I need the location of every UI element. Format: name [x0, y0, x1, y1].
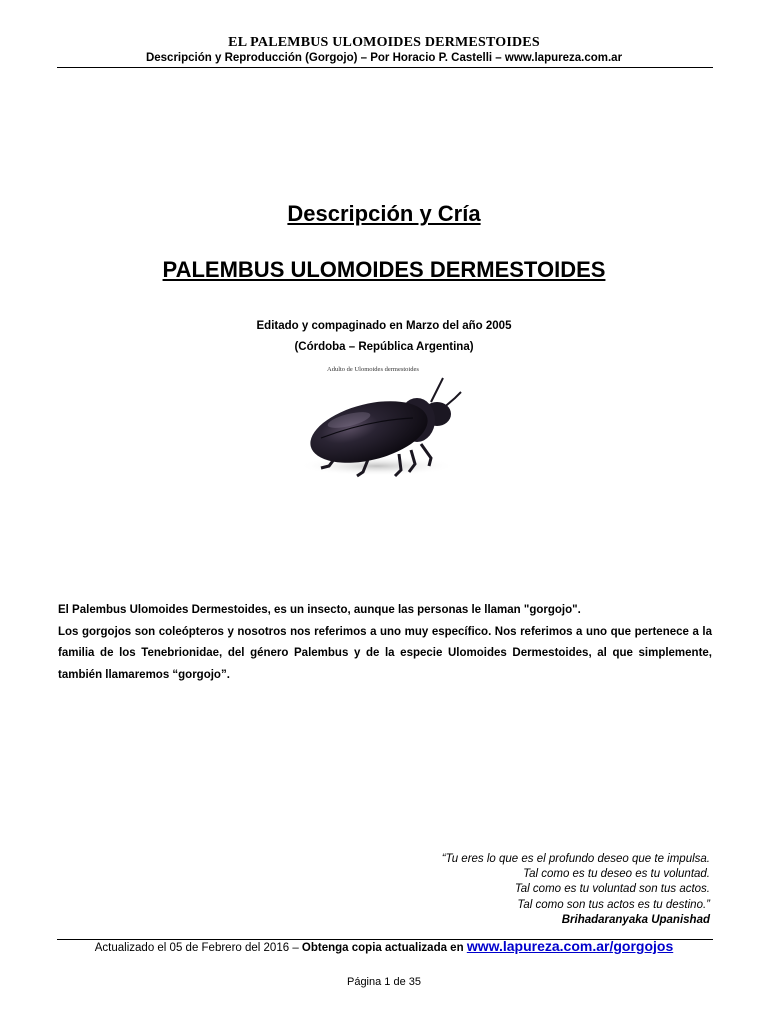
- figure-caption: Adulto de Ulomoides dermestoides: [327, 366, 419, 373]
- header-divider: [57, 67, 713, 68]
- location-note: (Córdoba – República Argentina): [294, 341, 474, 353]
- quote-line: Tal como es tu voluntad son tus actos.: [514, 883, 710, 896]
- footer-updated: Actualizado el 05 de Febrero del 2016 –: [94, 942, 299, 954]
- species-title: PALEMBUS ULOMOIDES DERMESTOIDES: [162, 257, 606, 282]
- footer-cta: Obtenga copia actualizada en: [301, 942, 464, 954]
- epigraph-quote: [442, 852, 710, 928]
- intro-text: [58, 600, 712, 687]
- footer-link[interactable]: www.lapureza.com.ar/gorgojos: [466, 938, 674, 954]
- edition-note: Editado y compaginado en Marzo del año 2005: [256, 320, 512, 332]
- quote-line: “Tu eres lo que es el profundo deseo que te impulsa.: [441, 853, 710, 865]
- document-heading: Descripción y Cría: [287, 201, 481, 226]
- beetle-icon: [291, 362, 477, 486]
- intro-paragraph: Los gorgojos son coleópteros y nosotros nos referimos a uno muy específico. Nos referimos a uno que pertenece a la familia de los Tenebrionidae, del género Palembus y de la especie Ulomoides Dermestoides, al que simplemente, también llamaremos “gorgojo”.: [58, 625, 712, 682]
- quote-line: Tal como es tu deseo es tu voluntad.: [523, 868, 710, 881]
- running-header-title: EL PALEMBUS ULOMOIDES DERMESTOIDES: [228, 35, 540, 50]
- intro-line: El Palembus Ulomoides Dermestoides, es un insecto, aunque las personas le llaman "gorgojo".: [58, 604, 581, 616]
- quote-line: Tal como son tus actos es tu destino.”: [517, 898, 710, 911]
- page-number: Página 1 de 35: [346, 976, 421, 988]
- quote-author: Brihadaranyaka Upanishad: [561, 913, 710, 926]
- running-header-subtitle: Descripción y Reproducción (Gorgojo) – Por Horacio P. Castelli – www.lapureza.com.ar: [145, 52, 623, 64]
- page-footer: [0, 938, 768, 954]
- beetle-photo: [291, 362, 477, 486]
